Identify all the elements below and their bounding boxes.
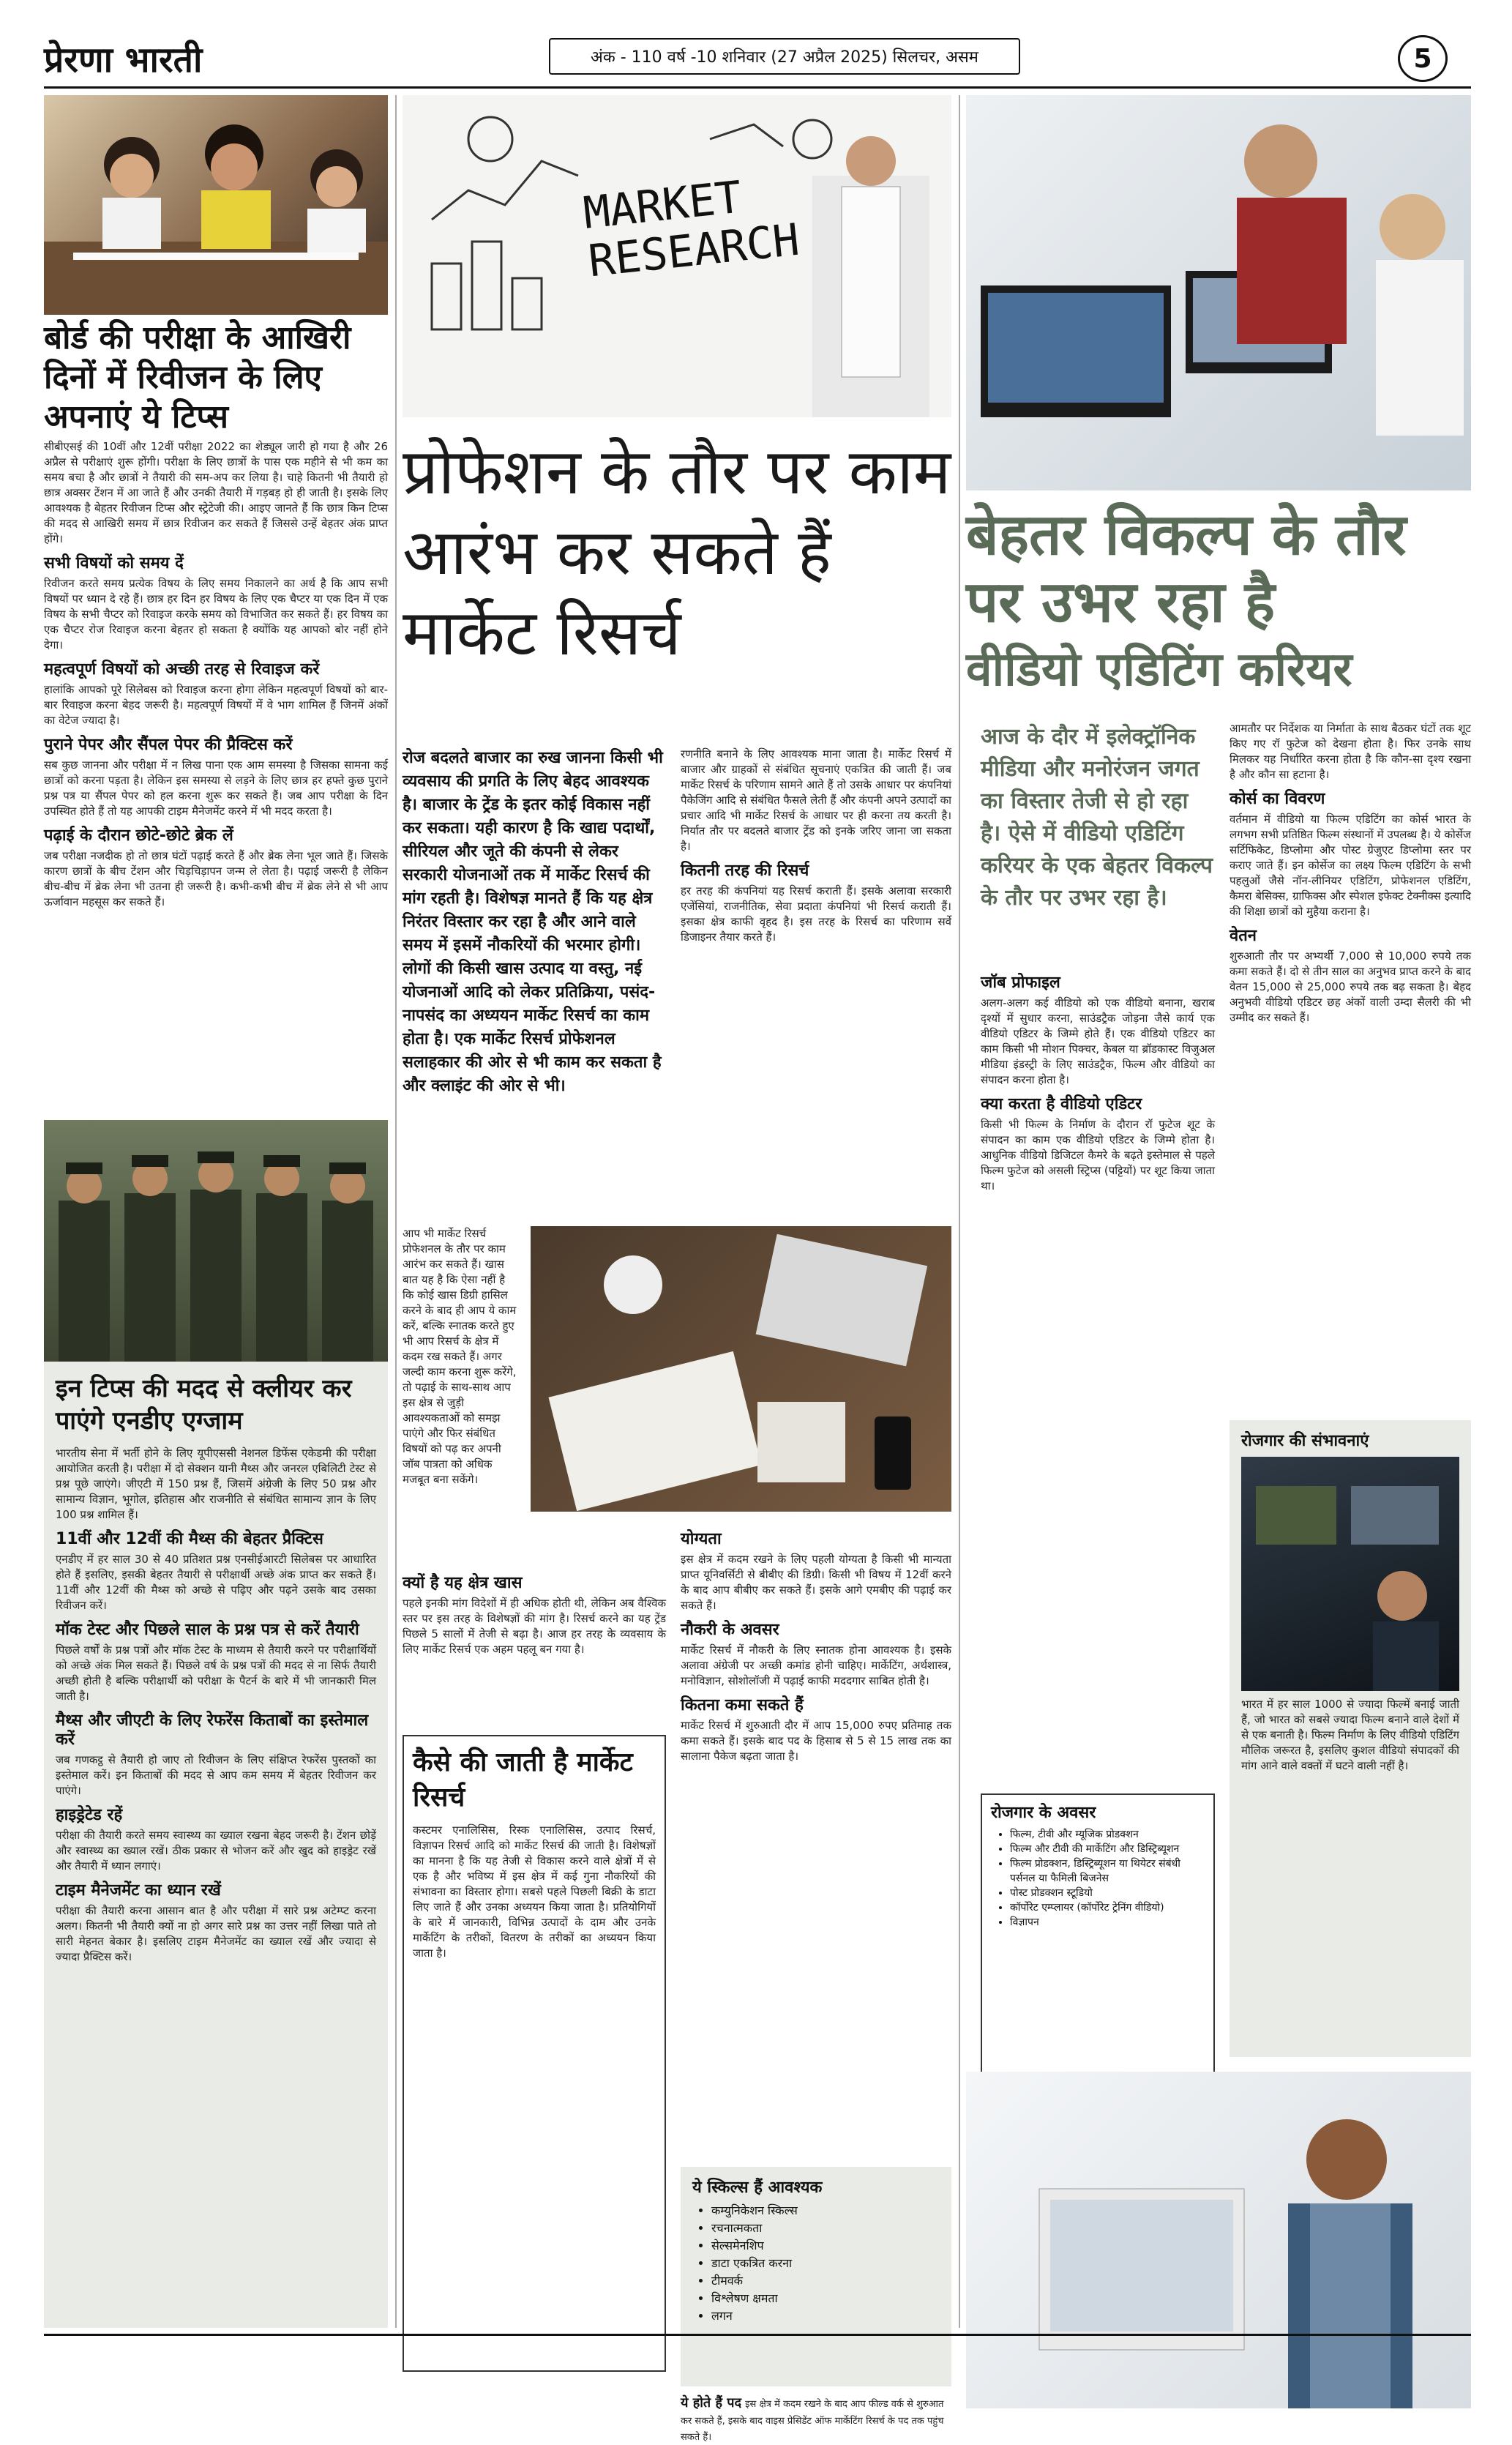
jobs-text: मार्केट रिसर्च में नौकरी के लिए स्नातक होना आवश्यक है। इसके अलावा अंग्रेजी पर अच्छी कमांड होनी चाहिए। मार्केटिंग, अर्थशास्त्र, मनोविज्ञान, सोशोलॉजी में पढ़ाई काफी मददगार साबित होती है। [681, 1643, 951, 1687]
right-headline: बेहतर विकल्प के तौर पर उभर रहा है [966, 502, 1407, 635]
salary-text: शुरुआती तौर पर अभ्यर्थी 7,000 से 10,000 रुपये तक कमा सकते हैं। दो से तीन साल का अनुभव प्राप्त करने के बाद वेतन 15,000 से 25,000 रुपये तक बढ़ सकता है। बेहद अनुभवी वीडियो एडिटर छह अंकों वाली उम्दा सैलरी की भी उम्मीद कर सकते हैं। [1230, 949, 1471, 1024]
jobs-title: नौकरी के अवसर [681, 1621, 779, 1639]
middle-headline: प्रोफेशन के तौर पर काम आरंभ कर सकते हैं मार्केट रिसर्च [403, 436, 951, 670]
desk-illustration [531, 1226, 951, 1512]
why-text: पहले इनकी मांग विदेशों में ही अधिक होती थी, लेकिन अब वैश्विक स्तर पर इस तरह के विशेषज्ञों की मांग है। रिसर्च करने का यह ट्रेंड पिछले 5 सालों में तेजी से बढ़ा है। आज हर तरह के व्यवसाय के लिए मार्केट रिसर्च एक अहम पहलू बन गया है। [403, 1597, 666, 1656]
nda-t4-title: हाइड्रेटेड रहें [56, 1806, 123, 1824]
what-title: क्या करता है वीडियो एडिटर [981, 1095, 1142, 1113]
board-s3-title: पुराने पेपर और सैंपल पेपर की प्रैक्टिस करें [44, 736, 293, 754]
video-intro: आज के दौर में इलेक्ट्रॉनिक मीडिया और मनोरंजन जगत का विस्तार तेजी से हो रहा है। ऐसे में वीडियो एडिटिंग करियर के एक बेहतर विकल्प के तौर पर उभर रहा है। [981, 724, 1213, 911]
nda-article-box [44, 1120, 388, 2328]
earn-title: कितना कमा सकते हैं [681, 1696, 804, 1714]
nda-t3-text: जब गणकट्ठ से तैयारी हो जाए तो रिवीजन के लिए संक्षिप्त रेफरेंस पुस्तकों का इस्तेमाल करें। इन किताबों की मदद से आप कम समय में बेहतर रिवीजन कर पाएंगे। [56, 1753, 376, 1797]
desk-laptop-photo [531, 1226, 951, 1512]
skills-title: ये स्किल्स हैं आवश्यक [692, 2179, 823, 2197]
course-title: कोर्स का विवरण [1230, 790, 1325, 808]
page-number: 5 [1398, 35, 1448, 82]
students-exam-photo [44, 95, 388, 315]
job-profile-block [981, 966, 1215, 1194]
how-box [403, 1735, 666, 2372]
nda-t1-title: 11वीं और 12वीं की मैथ्स की बेहतर प्रैक्टिस [56, 1530, 323, 1548]
salary-title: वेतन [1230, 927, 1257, 945]
dateline: अंक - 110 वर्ष -10 शनिवार (27 अप्रैल 2025) सिलचर, असम [549, 38, 1020, 75]
eligibility-block [681, 1523, 951, 1764]
skill-item: • रचनात्मकता [711, 2220, 940, 2237]
skills-list [692, 2202, 940, 2325]
types-title: कितनी तरह की रिसर्च [681, 862, 809, 880]
column-divider [395, 95, 397, 2328]
eligibility-title: योग्यता [681, 1530, 722, 1548]
nda-t3-title: मैथ्स और जीएटी के लिए रेफरेंस किताबों का इस्तेमाल करें [56, 1712, 369, 1749]
opportunity-item: • फिल्म और टीवी की मार्केटिंग और डिस्ट्रिब्यूशन [1010, 1842, 1205, 1856]
market-c1-wrap [403, 1226, 520, 1487]
market-c1-text: आप भी मार्केट रिसर्च प्रोफेशनल के तौर पर काम आरंभ कर सकते हैं। खास बात यह है कि ऐसा नहीं है कि कोई खास डिग्री हासिल करने के बाद ही आप ये काम करें, बल्कि स्नातक करते हुए भी आप रिसर्च के क्षेत्र में कदम रख सकते हैं। अगर जल्दी काम करना शुरू करेंगे, तो पढ़ाई के साथ-साथ आप इस क्षेत्र से जुड़ी आवश्यकताओं को समझ पाएंगे और फिर संबंधित विषयों को पढ़ कर अपनी जॉब पात्रता को अधिक मजबूत बना सकेंगे। [403, 1227, 517, 1486]
editors-illustration [966, 95, 1471, 490]
earn-text: मार्केट रिसर्च में शुरुआती दौर में आप 15,000 रुपए प्रतिमाह तक कमा सकते हैं। इसके बाद पद के हिसाब से 5 से 15 लाख तक का सालाना पैकेज बढ़ता जाता है। [681, 1719, 951, 1763]
editing-room-photo [1241, 1457, 1459, 1691]
board-s1-title: सभी विषयों को समय दें [44, 554, 184, 572]
posts-text: इस क्षेत्र में कदम रखने के बाद आप फील्ड वर्क से शुरुआत कर सकते हैं, इसके बाद वाइस प्रेसिडेंट ऑफ मार्केटिंग रिसर्च के पद तक पहुंच सकते हैं। [681, 2399, 944, 2443]
market-intro-bold: रोज बदलते बाजार का रुख जानना किसी भी व्यवसाय की प्रगति के लिए बेहद आवश्यक है। बाजार के ट्रेंड के इतर कोई विकास नहीं कर सकता। यही कारण है कि खाद्य पदार्थों, सीरियल और जूते की कंपनी से लेकर सरकारी योजनाओं तक में मार्केट रिसर्च की मांग रहती है। विशेषज्ञ मानते हैं कि यह क्षेत्र निरंतर विस्तार कर रहा है और आने वाले समय में इसमें नौकरियों की भरमार होगी। लोगों की किसी खास उत्पाद या वस्तु, नई योजनाओं आदि को लेकर प्रतिक्रिया, पसंद-नापसंद का अध्ययन मार्केट रिसर्च का काम होता है। एक मार्केट रिसर्च प्रोफेशनल सलाहकार की ओर से भी काम कर सकता है और क्लाइंट की ओर से भी। [403, 749, 663, 1095]
opportunity-item: • फिल्म प्रोडक्शन, डिस्ट्रिब्यूशन या थियेटर संबंधी पर्सनल या फैमिली बिजनेस [1010, 1856, 1205, 1886]
skill-item: • लगन [711, 2307, 940, 2325]
board-s3-text: सब कुछ जानना और परीक्षा में न लिख पाना एक आम समस्या है जिसका सामना कई छात्रों को करना पड़ता है। लेकिन इस समस्या से लड़ने के लिए छात्र हर हफ्ते कुछ पुराने प्रश्न पत्र या सैंपल पेपर को हल करना शुरू कर सकते हैं। जब आप परीक्षा के दिन उपस्थित होते हैं तो यह आपकी टाइम मैनेजमेंट करने में भी मदद करता है। [44, 758, 388, 818]
opportunity-item: • कॉर्पोरेट एम्प्लायर (कॉर्पोरेट ट्रेनिंग वीडियो) [1010, 1900, 1205, 1915]
nda-t1-text: एनडीए में हर साल 30 से 40 प्रतिशत प्रश्न एनसीईआरटी सिलेबस पर आधारित होते हैं इसलिए, इसकी बेहतर तैयारी से परीक्षार्थी अच्छे अंक प्राप्त कर सकते हैं। 11वीं और 12वीं की मैथ्स को अच्छे से पढ़िए और पढ़ने उसके बाद उसका रिवीजन करें। [56, 1553, 376, 1612]
board-s2-title: महत्वपूर्ण विषयों को अच्छी तरह से रिवाइज करें [44, 660, 320, 679]
opportunities-list [991, 1827, 1205, 1930]
skill-item: • डाटा एकत्रित करना [711, 2255, 940, 2272]
man-computer-illustration [966, 2072, 1471, 2408]
market-research-photo [403, 95, 951, 417]
posts-block [681, 2394, 951, 2445]
posts-title: ये होते हैं पद [681, 2395, 742, 2411]
right-headline-2: वीडियो एडिटिंग करियर [966, 643, 1352, 697]
course-block [1230, 721, 1471, 1026]
market-research-image-text: MARKET RESEARCH [580, 171, 802, 288]
nda-body [56, 1446, 376, 1965]
left-headline: बोर्ड की परीक्षा के आखिरी दिनों में रिवीजन के लिए अपनाएं ये टिप्स [44, 319, 351, 436]
video-editing-photo [966, 95, 1471, 490]
prospects-title: रोजगार की संभावनाएं [1241, 1432, 1369, 1450]
opportunity-item: • विज्ञापन [1010, 1915, 1205, 1930]
bottom-rule [44, 2334, 1471, 2336]
masthead [44, 29, 1471, 88]
skill-item: • विश्लेषण क्षमता [711, 2290, 940, 2307]
types-text: हर तरह की कंपनियां यह रिसर्च कराती हैं। इसके अलावा सरकारी एजेंसियां, राजनीतिक, सेवा प्रदाता कंपनियां भी रिसर्च कराती हैं। इसका क्षेत्र काफी वृहद है। इस तरह के रिसर्च का परिणाम सर्वे डिजाइनर तैयार करते हैं। [681, 884, 951, 944]
paper-name: प्रेरणा भारती [44, 40, 203, 81]
board-s2-text: हालांकि आपको पूरे सिलेबस को रिवाइज करना होगा लेकिन महत्वपूर्ण विषयों को बार-बार रिवाइज करना बेहद जरूरी है। महत्वपूर्ण विषयों में वे भाग शामिल हैं जिनमें अंकों का वेटेज ज्यादा है। [44, 683, 388, 727]
nda-headline: इन टिप्स की मदद से क्लीयर कर पाएंगे एनडीए एग्जाम [56, 1374, 352, 1436]
course-text: वर्तमान में वीडियो या फिल्म एडिटिंग का कोर्स भारत के लगभग सभी प्रतिष्ठित फिल्म संस्थानों में उपलब्ध है। ये कोर्सेज सर्टिफिकेट, डिप्लोमा और पोस्ट ग्रेजुएट डिप्लोमा स्तर पर कराए जाते हैं। इन कोर्सेज का लक्ष्य फिल्म एडिटिंग के सभी पहलुओं जैसे नॉन-लीनियर एडिटिंग, प्रोफेशनल एडिटिंग, कैमरा बेसिक्स, ग्राफिक्स और स्पेशल इफेक्ट टेक्नीक्स इत्यादि की शिक्षा छात्रों को मुहैया कराना है। [1230, 813, 1471, 918]
soldiers-illustration [44, 1120, 388, 1362]
opportunity-item: • फिल्म, टीवी और म्यूजिक प्रोडक्शन [1010, 1827, 1205, 1842]
opportunities-title: रोजगार के अवसर [991, 1804, 1096, 1822]
how-title: कैसे की जाती है मार्केट रिसर्च [413, 1747, 633, 1813]
why-title: क्यों है यह क्षेत्र खास [403, 1574, 523, 1592]
man-computer-photo [966, 2072, 1471, 2408]
nda-t5-title: टाइम मैनेजमेंट का ध्यान रखें [56, 1881, 221, 1900]
students-illustration [44, 95, 388, 315]
col2-top-text: आमतौर पर निर्देशक या निर्माता के साथ बैठकर घंटों तक शूट किए गए रॉ फुटेज को देखना होता है। फिर उनके साथ मिलकर यह निर्धारित करना होता है कि कौन-सा दृश्य रखना है और कौन सा हटाना है। [1230, 722, 1471, 781]
column-divider [959, 95, 960, 2328]
skills-box [681, 2167, 951, 2386]
top-rule [44, 86, 1471, 89]
job-profile-title: जॉब प्रोफाइल [981, 974, 1060, 992]
why-block [403, 1567, 666, 1657]
nda-t4-text: परीक्षा की तैयारी करते समय स्वास्थ्य का ख्याल रखना बेहद जरूरी है। टेंशन छोड़ें और स्वास्थ्य का ख्याल रखें। ठीक प्रकार से भोजन करें और खुद को हाइड्रेट रखें और तैयारी में ध्यान लगाएं। [56, 1829, 376, 1873]
board-s4-title: पढ़ाई के दौरान छोटे-छोटे ब्रेक लें [44, 826, 233, 845]
what-text: किसी भी फिल्म के निर्माण के दौरान रॉ फुटेज शूट के संपादन का काम एक वीडियो एडिटर के जिम्मे होता है। आधुनिक वीडियो डिजिटल कैमरे के बढ़ते इस्तेमाल से पहले फिल्म फुटेज को असली स्ट्रिप्स (पट्टियों) पर शूट किया जाता था। [981, 1118, 1215, 1192]
skill-item: • टीमवर्क [711, 2272, 940, 2290]
market-col2-text: रणनीति बनाने के लिए आवश्यक माना जाता है। मार्केट रिसर्च में बाजार और ग्राहकों से संबंधित सूचनाएं एकत्रित की जाती हैं। जब मार्केट रिसर्च के परिणाम सामने आते हैं तो उसके आधार पर कंपनियां पैकेजिंग आदि से संबंधित फैसले लेती हैं और कंपनी अपने उत्पादों का प्रचार आदि भी मार्केट रिसर्च के आधार पर ही करना तय करती है। निर्यात तौर पर बदलते बाजार ट्रेंड को इनके जरिए जाना जा सकता है। [681, 747, 951, 853]
market-col2 [681, 747, 951, 945]
prospects-text: भारत में हर साल 1000 से ज्यादा फिल्में बनाई जाती हैं, जो भारत को सबसे ज्यादा फिल्म बनाने वाले देशों में से एक बनाती है। फिल्म निर्माण के लिए वीडियो एडिटिंग मौलिक जरूरत है, इसलिए कुशल वीडियो संपादकों की मांग आने वाले वक्तों में घटने वाली नहीं है। [1241, 1698, 1459, 1772]
board-exam-intro: सीबीएसई की 10वीं और 12वीं परीक्षा 2022 का शेड्यूल जारी हो गया है और 26 अप्रैल से परीक्षाएं शुरू होंगी। परीक्षा के लिए छात्रों के पास एक महीने से भी कम का समय बचा है और छात्रों ने तैयारी की सम-अप कर लिया है। चाहे कितनी भी तैयारी हो छात्र अक्सर टेंशन में आ जाते हैं और उनकी तैयारी में गड़बड़ हो ही जाती है। इसके लिए आवश्यक है बेहतर रिवीजन टिप्स और स्ट्रेटेजी की। आइए जानते हैं कि छात्र किन टिप्स की मदद से आखिरी समय में छात्र रिवीजन कर सकते हैं जिससे उन्हें बेहतर अंक प्राप्त होंगे। [44, 440, 388, 545]
nda-intro: भारतीय सेना में भर्ती होने के लिए यूपीएससी नेशनल डिफेंस एकेडमी की परीक्षा आयोजित करती है। परीक्षा में दो सेक्शन यानी मैथ्स और जनरल एबिलिटी टेस्ट से प्रश्न पूछे जाएंगे। जीएटी में 150 प्रश्न हैं, जिसमें अंग्रेजी के लिए 50 प्रश्न और सामान्य विज्ञान, भूगोल, इतिहास और राजनीति से संबंधित सामान्य ज्ञान के लिए 100 प्रश्न शामिल हैं। [56, 1447, 376, 1521]
opportunity-item: • पोस्ट प्रोडक्शन स्टूडियो [1010, 1886, 1205, 1900]
board-s1-text: रिवीजन करते समय प्रत्येक विषय के लिए समय निकालने का अर्थ है कि आप सभी विषयों पर ध्यान दे रहे हैं। छात्र हर दिन हर विषय के लिए एक चैप्टर या एक दिन में एक विषय के सभी चैप्टर को रिवाइज करके समय को विभाजित कर सकते हैं। हर विषय का एक चैप्टर रोज रिवाइज करना बेहतर हो सकता है क्योंकि यह आपको बोर नहीं होने देगा। [44, 577, 388, 652]
how-text: कस्टमर एनालिसिस, रिस्क एनालिसिस, उत्पाद रिसर्च, विज्ञापन रिसर्च आदि को मार्केट रिसर्च की जाती है। विशेषज्ञों का मानना है कि यह तेजी से विकास करने वाले क्षेत्रों में से एक है और भविष्य में इस क्षेत्र में कई गुना नौकरियों की संभावना का विस्तार होगा। सबसे पहले पिछली बिक्री के डाटा लिए जाते हैं और उनका अध्ययन किया जाता है। प्रतियोगियों के बारे में जानकारी, विभिन्न उत्पादों के दाम और उनके मार्केटिंग के तरीकों, वितरण के तरीकों का अध्ययन किया जाता है। [413, 1824, 656, 1960]
job-profile-text: अलग-अलग कई वीडियो को एक वीडियो बनाना, खराब दृश्यों में सुधार करना, साउंडट्रैक जोड़ना जैसे कार्य एक वीडियो एडिटर के जिम्मे होते हैं। एक वीडियो एडिटर का काम किसी भी मोशन पिक्चर, केबल या ब्रॉडकास्ट विजुअल मीडिया इंडस्ट्री के लिए साउंडट्रैक, फिल्म और वीडियो का संपादन करना होता है। [981, 996, 1215, 1086]
board-s4-text: जब परीक्षा नजदीक हो तो छात्र घंटों पढ़ाई करते हैं और ब्रेक लेना भूल जाते हैं। जिसके कारण छात्रों के बीच टेंशन और चिड़चिड़ापन जन्म ले लेता है। पढ़ाई जरूरी है लेकिन बीच-बीच में ब्रेक लेना भी उतना ही जरूरी है। कभी-कभी बीच में ब्रेक लेने से भी आप ऊर्जावान महसूस कर सकते हैं। [44, 849, 388, 908]
eligibility-text: इस क्षेत्र में कदम रखने के लिए पहली योग्यता है किसी भी मान्यता प्राप्त यूनिवर्सिटी से बीबीए की डिग्री। किसी भी विषय में 12वीं करने के बाद आप बीबीए कर सकते हैं। इसके आगे एमबीए की पढ़ाई कर सकते हैं। [681, 1553, 951, 1612]
nda-t2-text: पिछले वर्षों के प्रश्न पत्रों और मॉक टेस्ट के माध्यम से तैयारी करने पर परीक्षार्थियों को अच्छे अंक मिल सकते हैं। पिछले वर्ष के प्रश्न पत्रों की मदद से ना सिर्फ तैयारी अच्छी होती है बल्कि परीक्षार्थी को परीक्षा के पैटर्न के बारे में भी जानकारी मिल जाती है। [56, 1643, 376, 1703]
soldiers-photo [44, 1120, 388, 1362]
opportunities-box [981, 1793, 1215, 2116]
board-exam-article [44, 439, 388, 910]
prospects-box [1230, 1420, 1471, 2057]
nda-t5-text: परीक्षा की तैयारी करना आसान बात है और परीक्षा में सारे प्रश्न अटेम्प्ट करना अलग। कितनी भी तैयारी क्यों ना हो अगर सारे प्रश्न का उत्तर नहीं लिखा पाते तो सारी मेहनत बेकार है। इसलिए टाइम मैनेजमेंट का ख्याल रखें और ज्यादा से ज्यादा प्रैक्टिस करें। [56, 1904, 376, 1963]
nda-t2-title: मॉक टेस्ट और पिछले साल के प्रश्न पत्र से करें तैयारी [56, 1621, 359, 1639]
editing-room-illustration [1241, 1457, 1459, 1691]
skill-item: • सेल्समेनशिप [711, 2237, 940, 2255]
skill-item: • कम्युनिकेशन स्किल्स [711, 2202, 940, 2220]
